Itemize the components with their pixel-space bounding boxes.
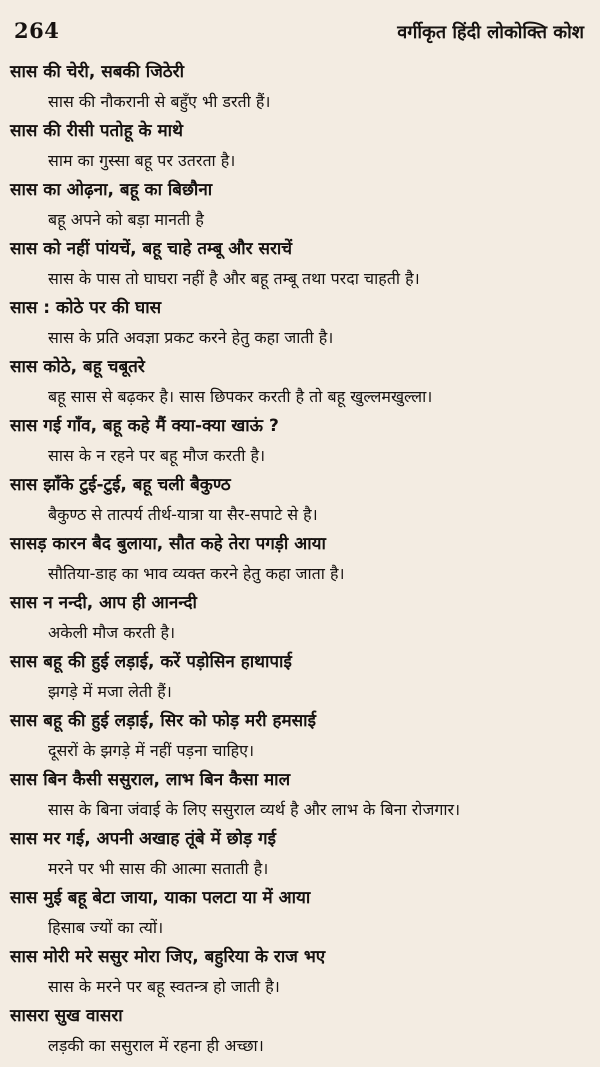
proverb-headword: सास मोरी मरे ससुर मोरा जिए, बहुरिया के राज भए	[10, 947, 326, 967]
proverb-headword: सास : कोठे पर की घास	[10, 298, 162, 318]
proverb-meaning: सास के न रहने पर बहू मौज करती है।	[48, 446, 266, 465]
proverb-entry	[10, 294, 592, 353]
proverb-headword: सास मुई बहू बेटा जाया, याका पलटा या में आया	[10, 888, 311, 908]
proverb-meaning: साम का गुस्सा बहू पर उतरता है।	[48, 151, 236, 170]
proverb-headword: सास की चेरी, सबकी जिठेरी	[10, 62, 185, 82]
proverb-meaning: दूसरों के झगड़े में नहीं पड़ना चाहिए।	[48, 741, 255, 760]
proverb-entry	[10, 353, 592, 412]
proverb-list	[10, 58, 592, 1061]
proverb-headword: सास गई गाँव, बहू कहे मैं क्या-क्या खाऊं ?	[10, 416, 279, 436]
proverb-meaning: बहू सास से बढ़कर है। सास छिपकर करती है तो बहू खुल्लमखुल्ला।	[48, 387, 433, 406]
proverb-entry	[10, 648, 592, 707]
proverb-entry	[10, 412, 592, 471]
proverb-entry	[10, 58, 592, 117]
proverb-headword: सास बहू की हुई लड़ाई, सिर को फोड़ मरी हमसाई	[10, 711, 316, 731]
proverb-meaning: सौतिया-डाह का भाव व्यक्त करने हेतु कहा जाता है।	[48, 564, 345, 583]
proverb-entry	[10, 589, 592, 648]
proverb-meaning: सास के प्रति अवज्ञा प्रकट करने हेतु कहा जाती है।	[48, 328, 334, 347]
proverb-entry	[10, 235, 592, 294]
proverb-meaning: झगड़े में मजा लेती हैं।	[48, 682, 172, 701]
proverb-headword: सास मर गई, अपनी अखाह तूंबे में छोड़ गई	[10, 829, 276, 849]
proverb-entry	[10, 176, 592, 235]
proverb-meaning: सास के पास तो घाघरा नहीं है और बहू तम्बू तथा परदा चाहती है।	[48, 269, 420, 288]
proverb-entry	[10, 943, 592, 1002]
proverb-meaning: मरने पर भी सास की आत्मा सताती है।	[48, 859, 269, 878]
proverb-headword: सास न नन्दी, आप ही आनन्दी	[10, 593, 197, 613]
proverb-headword: सास कोठे, बहू चबूतरे	[10, 357, 145, 377]
proverb-meaning: सास की नौकरानी से बहुँए भी डरती हैं।	[48, 92, 271, 111]
proverb-meaning: अकेली मौज करती है।	[48, 623, 176, 642]
proverb-entry	[10, 766, 592, 825]
page-number: 264	[14, 18, 60, 43]
proverb-headword: सास की रीसी पतोहू के माथे	[10, 121, 183, 141]
proverb-meaning: सास के मरने पर बहू स्वतन्त्र हो जाती है।	[48, 977, 280, 996]
page-header	[10, 12, 592, 54]
proverb-entry	[10, 884, 592, 943]
proverb-headword: सास का ओढ़ना, बहू का बिछौना	[10, 180, 213, 200]
proverb-meaning: हिसाब ज्यों का त्यों।	[48, 918, 164, 937]
proverb-entry	[10, 1002, 592, 1061]
proverb-headword: सास झाँके टुई-टुई, बहू चली बैकुण्ठ	[10, 475, 231, 495]
proverb-entry	[10, 825, 592, 884]
proverb-entry	[10, 530, 592, 589]
proverb-entry	[10, 707, 592, 766]
proverb-headword: सास बिन कैसी ससुराल, लाभ बिन कैसा माल	[10, 770, 291, 790]
proverb-headword: सास को नहीं पांयचें, बहू चाहे तम्बू और सराचें	[10, 239, 293, 259]
proverb-headword: सासड़ कारन बैद बुलाया, सौत कहे तेरा पगड़ी आया	[10, 534, 326, 554]
proverb-meaning: बैकुण्ठ से तात्पर्य तीर्थ-यात्रा या सैर-सपाटे से है।	[48, 505, 318, 524]
proverb-meaning: बहू अपने को बड़ा मानती है	[48, 210, 204, 229]
proverb-headword: सासरा सुख वासरा	[10, 1006, 123, 1026]
proverb-entry	[10, 471, 592, 530]
proverb-meaning: लड़की का ससुराल में रहना ही अच्छा।	[48, 1036, 264, 1055]
proverb-meaning: सास के बिना जंवाई के लिए ससुराल व्यर्थ है और लाभ के बिना रोजगार।	[48, 800, 461, 819]
proverb-headword: सास बहू की हुई लड़ाई, करें पड़ोसिन हाथापाई	[10, 652, 292, 672]
proverb-entry	[10, 117, 592, 176]
running-title: वर्गीकृत हिंदी लोकोक्ति कोश	[397, 22, 584, 43]
